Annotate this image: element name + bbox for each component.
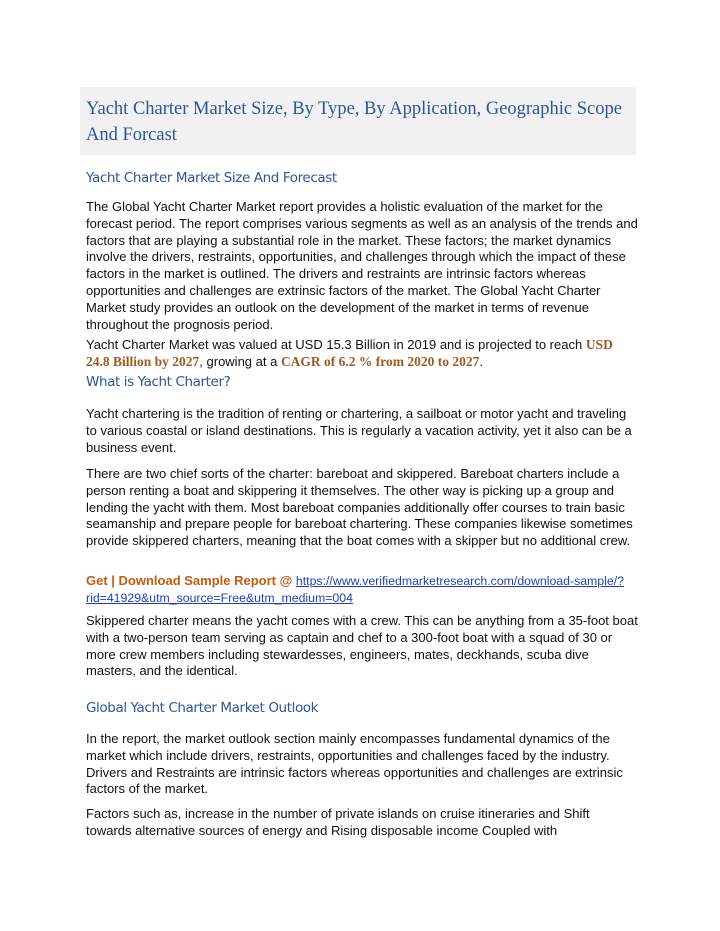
paragraph-market-outlook: In the report, the market outlook section mainly encompasses fundamental dynamics of the market which include drivers, restraints, opportunities and challenges faced by the industry. Drivers and Restraints are intrinsic factors whereas opportunities and challenges are extrinsic factors of the market.	[86, 731, 623, 797]
document-title: Yacht Charter Market Size, By Type, By Application, Geographic Scope And Forcast	[86, 99, 622, 145]
highlight-cagr: CAGR of 6.2 % from 2020 to 2027	[280, 353, 480, 369]
paragraph-report-overview: The Global Yacht Charter Market report provides a holistic evaluation of the market for the forecast period. The report comprises various segments as well as an analysis of the trends and factors that are playing a substantial role in the market. These factors; the market dynamics involve the drivers, restraints, opportunities, and challenges through which the impact of these factors in the market is outlined. The drivers and restraints are intrinsic factors whereas opportunities and challenges are extrinsic factors of the market. The Global Yacht Charter Market study provides an outlook on the development of the market in terms of revenue throughout the prognosis period.	[86, 199, 638, 332]
paragraph-chartering-definition: Yacht chartering is the tradition of renting or chartering, a sailboat or motor yacht and traveling to various coastal or island destinations. This is regularly a vacation activity, yet it also can be a business event.	[86, 406, 632, 455]
paragraph-charter-types: There are two chief sorts of the charter: bareboat and skippered. Bareboat charters include a person renting a boat and skippering it themselves. The other way is picking up a group and lending the yacht with them. Most bareboat companies additionally offer courses to train basic seamanship and prepare people for bareboat chartering. These companies likewise sometimes provide skippered charters, meaning that the boat comes with a skipper but no additional crew.	[86, 466, 633, 549]
highlight-usd-value: USD 24.8 Billion by 2027	[86, 337, 613, 369]
market-value-text-a: Yacht Charter Market was valued at USD 15.3 Billion in 2019 and is projected to reach	[86, 337, 586, 352]
section-heading-market-size: Yacht Charter Market Size And Forecast	[86, 170, 337, 186]
section-heading-what-is: What is Yacht Charter?	[86, 374, 231, 390]
market-value-text-b: , growing at a	[199, 353, 281, 369]
market-value-text-c: .	[479, 353, 484, 369]
paragraph-factors: Factors such as, increase in the number of private islands on cruise itineraries and Shift towards alternative sources of energy and Rising disposable income Coupled with	[86, 806, 590, 838]
download-sample-link[interactable]: https://www.verifiedmarketresearch.com/download-sample/?rid=41929&utm_source=Free&utm_medium=004	[86, 574, 624, 605]
section-heading-market-outlook: Global Yacht Charter Market Outlook	[86, 700, 319, 716]
download-sample-cta	[86, 573, 638, 607]
paragraph-market-value	[86, 337, 638, 371]
paragraph-skippered-charter: Skippered charter means the yacht comes with a crew. This can be anything from a 35-foot boat with a two-person team serving as captain and chef to a 300-foot boat with a squad of 30 or more crew members including stewardesses, engineers, mates, deckhands, scuba dive masters, and the identical.	[86, 613, 638, 679]
cta-label: Get | Download Sample Report @	[86, 573, 296, 588]
